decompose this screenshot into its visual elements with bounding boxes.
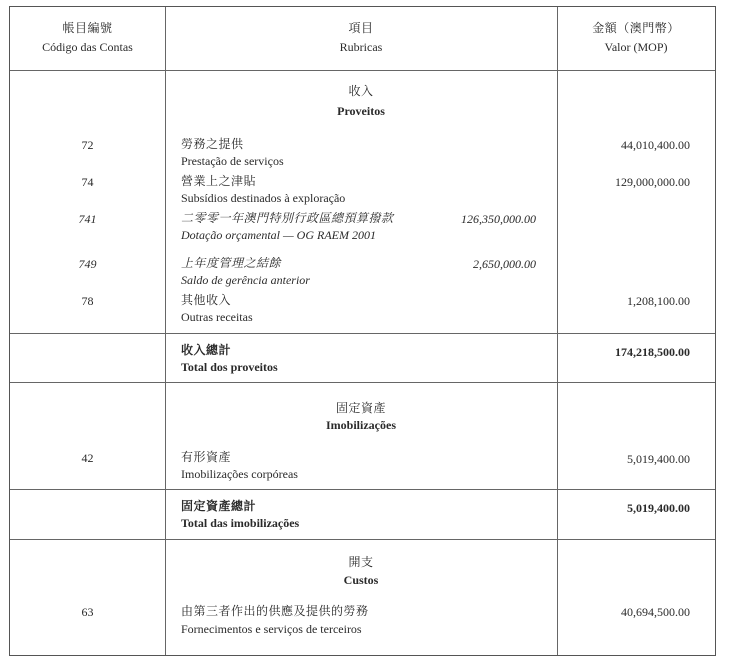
column-divider xyxy=(557,7,558,655)
section-title-zh: 收入 xyxy=(348,84,374,98)
rubric-pt: Prestação de serviços xyxy=(181,154,284,168)
account-code: 749 xyxy=(78,257,97,271)
section-title-pt: Proveitos xyxy=(337,104,385,118)
rubric-zh: 其他收入 xyxy=(181,293,232,307)
row-divider xyxy=(10,539,715,540)
rubric-pt: Dotação orçamental — OG RAEM 2001 xyxy=(181,228,376,242)
account-code: 78 xyxy=(81,294,94,308)
header-divider xyxy=(10,70,715,71)
rubric-zh: 勞務之提供 xyxy=(181,137,244,151)
rubric-zh: 上年度管理之結餘 xyxy=(181,256,282,270)
rubric-pt: Fornecimentos e serviços de terceiros xyxy=(181,622,362,636)
row-divider xyxy=(10,489,715,490)
account-code: 42 xyxy=(81,451,94,465)
header-rubric-zh: 項目 xyxy=(348,21,374,35)
account-code: 72 xyxy=(81,138,94,152)
accounts-table xyxy=(9,6,716,656)
total-label-pt: Total das imobilizações xyxy=(181,516,300,530)
total-value: 174,218,500.00 xyxy=(615,345,690,359)
row-divider xyxy=(10,382,715,383)
header-value-pt: Valor (MOP) xyxy=(604,40,668,54)
header-code-zh: 帳目編號 xyxy=(62,21,113,35)
rubric-pt: Outras receitas xyxy=(181,310,253,324)
total-label-zh: 固定資產總計 xyxy=(181,499,257,513)
account-code: 63 xyxy=(81,605,94,619)
total-label-pt: Total dos proveitos xyxy=(181,360,278,374)
header-code-pt: Código das Contas xyxy=(42,40,133,54)
value: 1,208,100.00 xyxy=(627,294,690,308)
rubric-zh: 有形資產 xyxy=(181,450,232,464)
rubric-zh: 營業上之津貼 xyxy=(181,174,257,188)
account-code: 741 xyxy=(78,212,97,226)
value: 129,000,000.00 xyxy=(615,175,690,189)
header-rubric-pt: Rubricas xyxy=(339,40,383,54)
section-title-zh: 開支 xyxy=(348,555,374,569)
rubric-zh: 由第三者作出的供應及提供的勞務 xyxy=(181,604,369,618)
rubric-zh: 二零零一年澳門特別行政區總預算撥款 xyxy=(181,211,394,225)
rubric-pt: Saldo de gerência anterior xyxy=(181,273,310,287)
value: 40,694,500.00 xyxy=(621,605,690,619)
section-title-pt: Custos xyxy=(343,573,379,587)
row-divider xyxy=(10,333,715,334)
value: 5,019,400.00 xyxy=(627,452,690,466)
sub-value: 2,650,000.00 xyxy=(473,257,536,271)
sub-value: 126,350,000.00 xyxy=(461,212,536,226)
section-title-zh: 固定資產 xyxy=(335,401,386,415)
total-label-zh: 收入總計 xyxy=(181,343,232,357)
account-code: 74 xyxy=(81,175,94,189)
section-title-pt: Imobilizações xyxy=(326,418,396,432)
rubric-pt: Subsídios destinados à exploração xyxy=(181,191,346,205)
rubric-pt: Imobilizações corpóreas xyxy=(181,467,298,481)
total-value: 5,019,400.00 xyxy=(627,501,690,515)
value: 44,010,400.00 xyxy=(621,138,690,152)
header-value-zh: 金額（澳門幣） xyxy=(592,21,680,35)
